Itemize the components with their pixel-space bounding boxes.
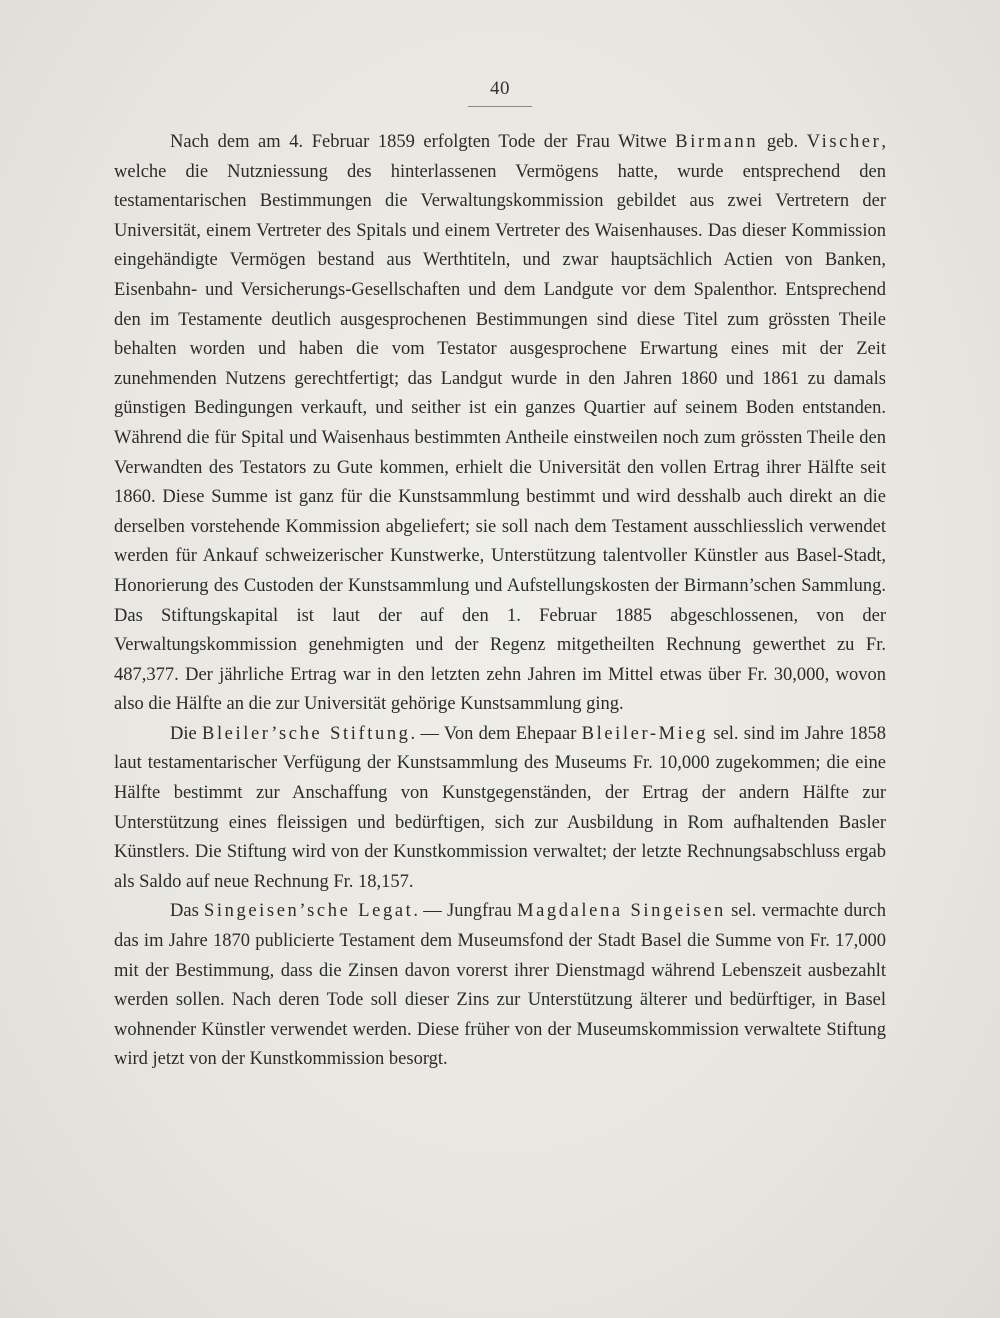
body-text [114, 128, 886, 1075]
text-run: Die [170, 723, 202, 744]
text-run: sel. vermachte durch das im Jahre 1870 publicierte Testament dem Museumsfond der Stadt Basel die Summe von Fr. 17,000 mit der Bestimmung, dass die Zinsen davon vorerst ihrer Dienstmagd während Lebenszeit ausbezahlt werden sollen. Nach deren Tode soll dieser Zins zur Unterstützung älterer und bedürftiger, in Basel wohnender Künstler verwendet werden. Diese früher von der Museumskommission verwaltete Stiftung wird jetzt von der Kunstkommission besorgt. [114, 901, 886, 1070]
text-run: Nach dem am 4. Februar 1859 erfolgten Tode der Frau Witwe [170, 132, 676, 152]
text-run: . — Jungfrau [413, 901, 518, 922]
paragraph-bleiler [114, 720, 886, 898]
text-run: . — Von dem Ehepaar [410, 723, 582, 744]
text-run: sel. sind im Jahre 1858 laut testamentarischer Verfügung der Kunstsammlung des Museums Fr. 10,000 zugekommen; die eine Hälfte bestimmt zur Anschaffung von Kunstgegenständen, der Ertrag der andern Hälfte zur Unterstützung eines fleissigen und bedürftigen, sich zur Ausbildung in Rom aufhaltenden Basler Künstlers. Die Stiftung wird von der Kunstkommission verwaltet; der letzte Rechnungsabschluss ergab als Saldo auf neue Rechnung Fr. 18,157. [114, 723, 887, 892]
page-number: 40 [490, 78, 510, 99]
heading-singeisen-legat: Singeisen’sche Legat [204, 901, 414, 922]
text-run: geb. [758, 132, 807, 152]
name-birmann: Birmann [675, 132, 759, 152]
page-number-rule [468, 106, 532, 107]
paragraph-birmann [114, 128, 886, 720]
paragraph-singeisen [114, 897, 886, 1075]
text-run: , welche die Nutzniessung des hinterlassenen Vermögens hatte, wurde entsprechend den testamentarischen Bestimmungen die Verwaltungskommission gebildet aus zwei Vertretern der Universität, einem Vertreter des Spitals und einem Vertreter des Waisenhauses. Das dieser Kommission eingehändigte Vermögen bestand aus Werthtiteln, und zwar hauptsächlich Actien von Banken, Eisenbahn- und Versicherungs-Gesellschaften und dem Landgute vor dem Spalenthor. Entsprechend den im Testamente deutlich ausgesprochenen Bestimmungen sind diese Titel zum grössten Theile behalten worden und haben die vom Testator ausgesprochene Erwartung eines mit der Zeit zunehmenden Nutzens gerechtfertigt; das Landgut wurde in den Jahren 1860 und 1861 zu damals günstigen Bedingungen verkauft, und seither ist ein ganzes Quartier auf seinem Boden entstanden. Während die für Spital und Waisenhaus bestimmten Antheile einstweilen noch zum grössten Theile den Verwandten des Testators zu Gute kommen, erhielt die Universität den vollen Ertrag ihrer Hälfte seit 1860. Diese Summe ist ganz für die Kunstsammlung bestimmt und wird desshalb auch direkt an die derselben vorstehende Kommission abgeliefert; sie soll nach dem Testament ausschliesslich verwendet werden für Ankauf schweizerischer Kunstwerke, Unterstützung talentvoller Künstler aus Basel-Stadt, Honorierung des Custoden der Kunstsammlung und Aufstellungskosten der Birmann’schen Sammlung. Das Stiftungskapital ist laut der auf den 1. Februar 1885 abgeschlossenen, von der Verwaltungskommission genehmigten und der Regenz mitgetheilten Rechnung gewerthet zu Fr. 487,377. Der jährliche Ertrag war in den letzten zehn Jahren im Mittel etwas über Fr. 30,000, wovon also die Hälfte an die zur Universität gehörige Kunstsammlung ging. [114, 132, 886, 715]
name-magdalena-singeisen: Magdalena Singeisen [517, 901, 726, 922]
text-run: Das [170, 901, 205, 922]
name-vischer: Vischer [806, 132, 882, 152]
name-bleiler-mieg: Bleiler-Mieg [581, 723, 709, 744]
heading-bleiler-stiftung: Bleiler’sche Stiftung [202, 723, 411, 744]
